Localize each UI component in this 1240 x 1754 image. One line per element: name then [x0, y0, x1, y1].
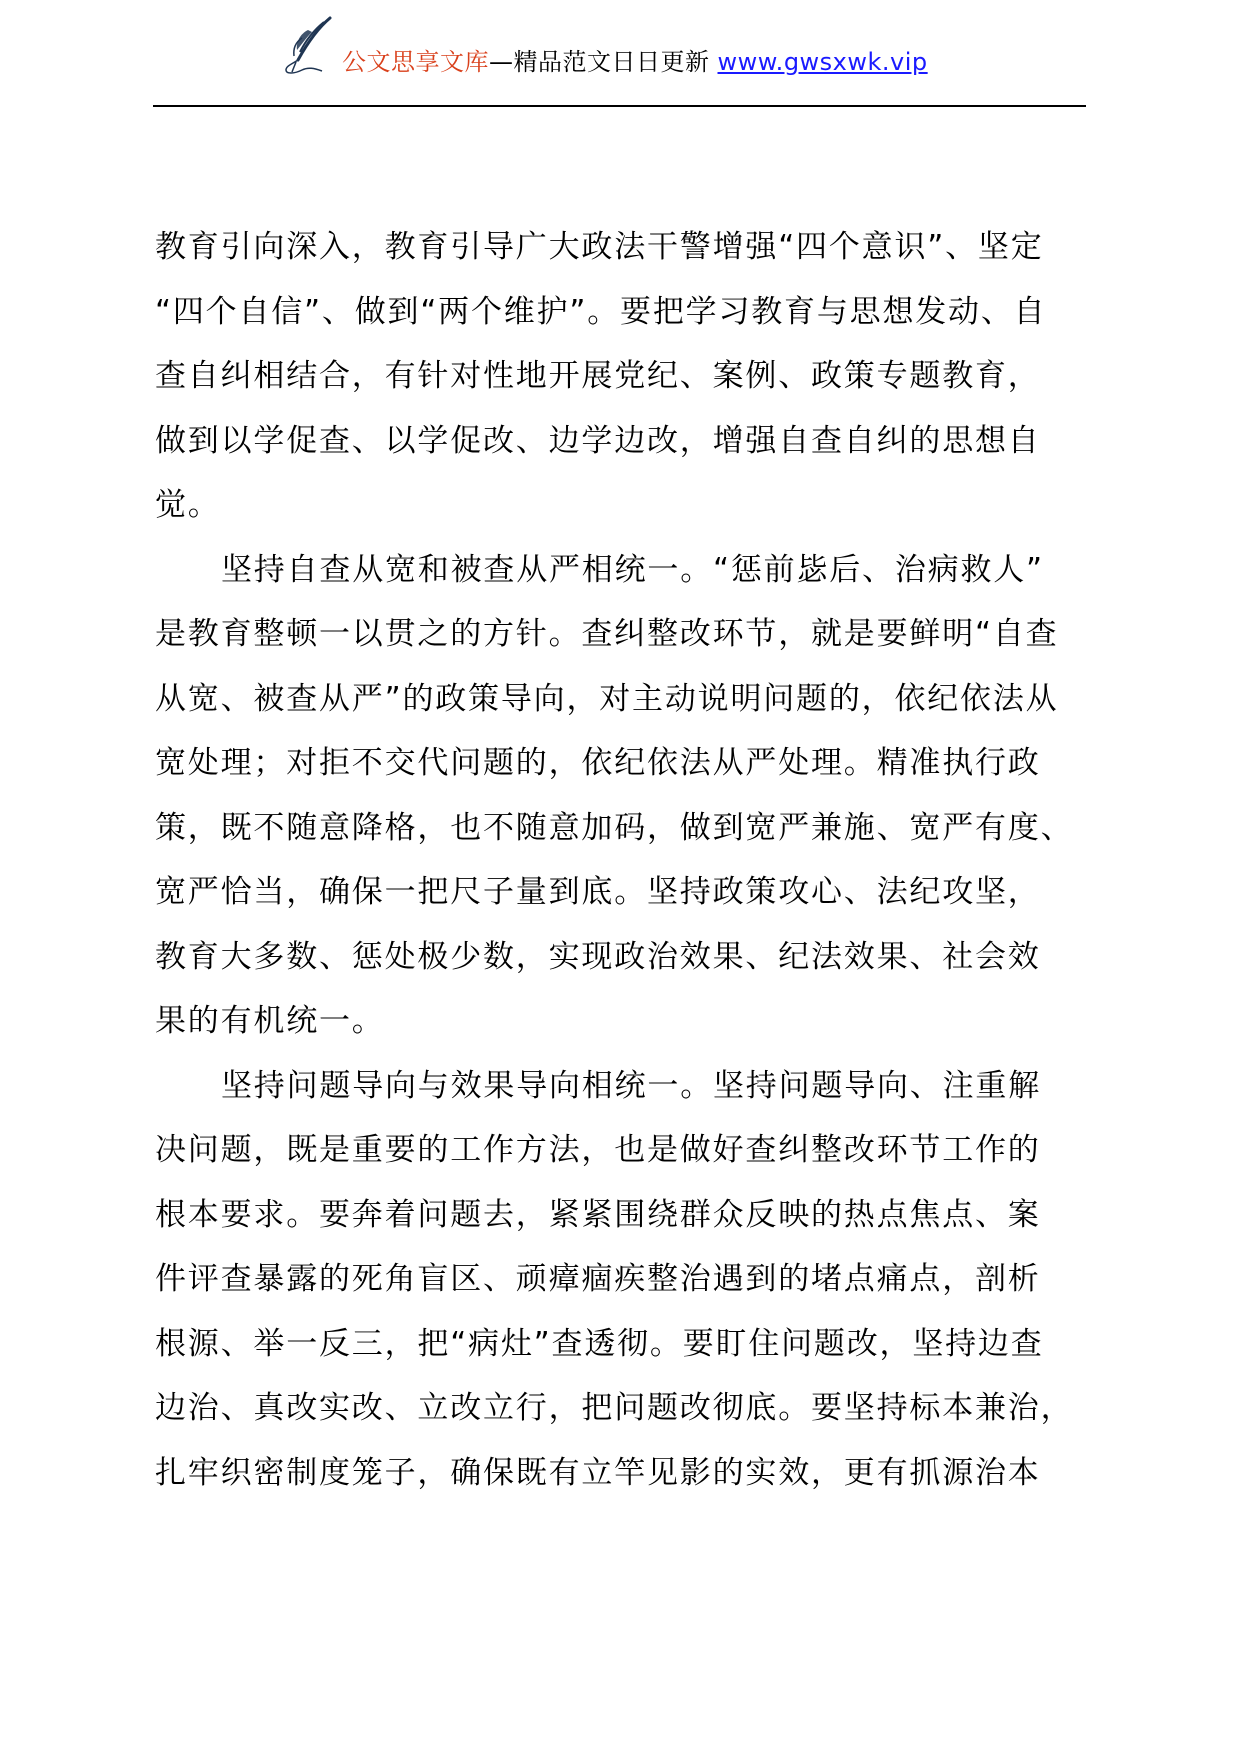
- text-line: 是教育整顿一以贯之的方针。查纠整改环节，就是要鲜明“自查: [155, 616, 1059, 652]
- text-line: 宽严恰当，确保一把尺子量到底。坚持政策攻心、法纪攻坚，: [155, 874, 1041, 910]
- header-banner: [342, 47, 928, 77]
- tagline: —精品范文日日更新: [489, 48, 710, 76]
- paragraph: [155, 538, 1090, 1054]
- text-line: 做到以学促查、以学促改、边学边改，增强自查自纠的思想自: [155, 422, 1041, 459]
- text-line: 果的有机统一。: [155, 1003, 385, 1039]
- text-line: 边治、真改实改、立改立行，把问题改彻底。要坚持标本兼治，: [155, 1390, 1074, 1426]
- text-line: 查自纠相结合，有针对性地开展党纪、案例、政策专题教育，: [155, 358, 1041, 394]
- paragraph: [155, 1054, 1090, 1506]
- text-line: 根本要求。要奔着问题去，紧紧围绕群众反映的热点焦点、案: [155, 1196, 1041, 1233]
- page-header: [0, 0, 1240, 110]
- text-line: 宽处理；对拒不交代问题的，依纪依法从严处理。精准执行政: [155, 745, 1041, 781]
- document-body: [155, 215, 1090, 1505]
- text-line: 根源、举一反三，把“病灶”查透彻。要盯住问题改，坚持边查: [155, 1325, 1044, 1362]
- text-line: 坚持问题导向与效果导向相统一。坚持问题导向、注重解: [221, 1067, 1041, 1104]
- site-link[interactable]: www.gwsxwk.vip: [717, 48, 928, 76]
- quill-pen-icon: [278, 16, 340, 78]
- text-line: 扎牢织密制度笼子，确保既有立竿见影的实效，更有抓源治本: [155, 1454, 1041, 1491]
- paragraph: [155, 215, 1090, 538]
- text-line: 觉。: [155, 487, 221, 523]
- brand-name: 公文思享文库: [342, 48, 489, 76]
- text-line: 件评查暴露的死角盲区、顽瘴痼疾整治遇到的堵点痛点，剖析: [155, 1261, 1041, 1297]
- text-line: “四个自信”、做到“两个维护”。要把学习教育与思想发动、自: [155, 293, 1047, 330]
- text-line: 从宽、被查从严”的政策导向，对主动说明问题的，依纪依法从: [155, 680, 1059, 717]
- text-line: 教育引向深入，教育引导广大政法干警增强“四个意识”、坚定: [155, 229, 1044, 265]
- header-divider: [153, 105, 1086, 107]
- text-line: 策，既不随意降格，也不随意加码，做到宽严兼施、宽严有度、: [155, 809, 1074, 846]
- text-line: 坚持自查从宽和被查从严相统一。“惩前毖后、治病救人”: [221, 551, 1044, 588]
- text-line: 决问题，既是重要的工作方法，也是做好查纠整改环节工作的: [155, 1132, 1041, 1168]
- text-line: 教育大多数、惩处极少数，实现政治效果、纪法效果、社会效: [155, 938, 1041, 975]
